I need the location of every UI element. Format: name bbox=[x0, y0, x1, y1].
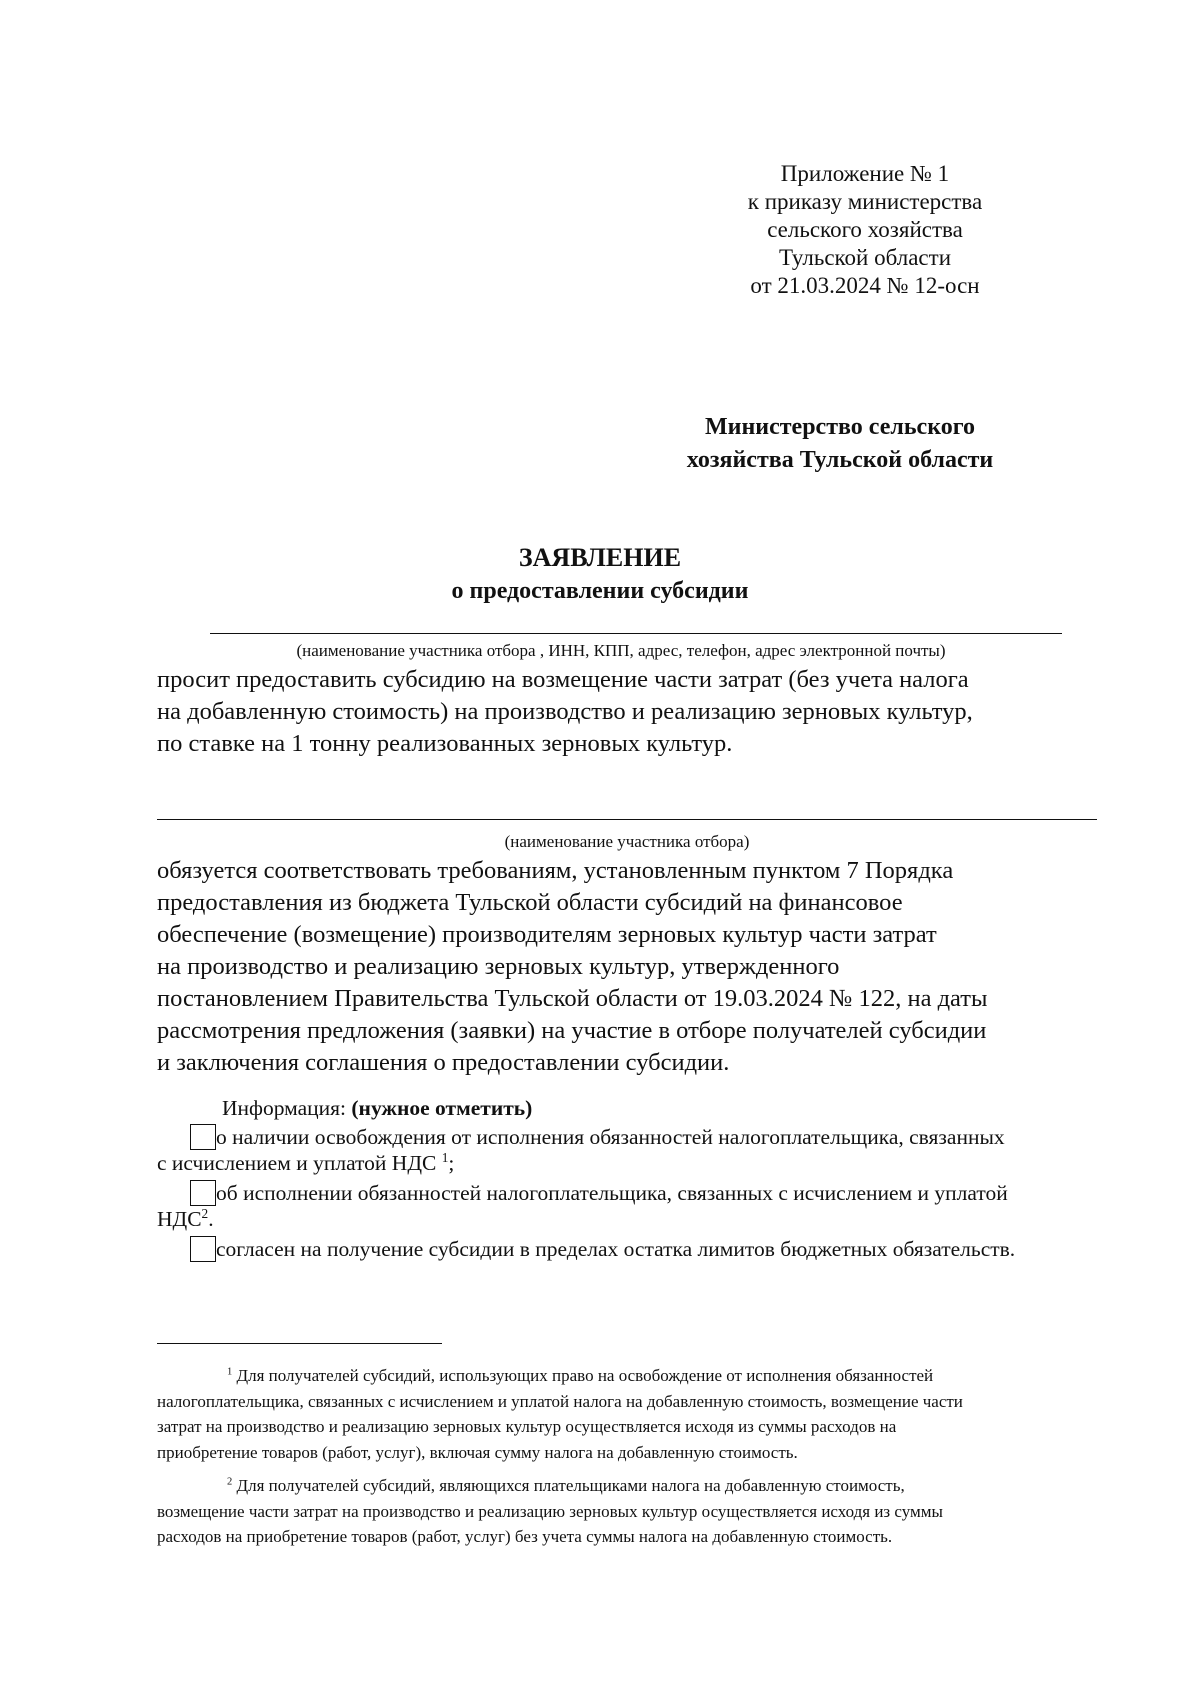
paragraph-line: просит предоставить субсидию на возмещение части затрат (без учета налога bbox=[157, 666, 969, 693]
request-paragraph bbox=[157, 664, 1085, 760]
footnote-line: расходов на приобретение товаров (работ, услуг) без учета суммы налога на добавленную стоимость. bbox=[157, 1527, 893, 1546]
annex-header bbox=[700, 160, 1030, 300]
paragraph-line: рассмотрения предложения (заявки) на участие в отборе получателей субсидии bbox=[157, 1017, 987, 1044]
annex-line: Тульской области bbox=[778, 245, 952, 270]
paragraph-line: на производство и реализацию зерновых культур, утвержденного bbox=[157, 953, 840, 980]
footnote-separator bbox=[157, 1343, 442, 1344]
option-continuation bbox=[157, 1150, 1092, 1176]
option-continuation bbox=[157, 1206, 1092, 1232]
paragraph-line: на добавленную стоимость) на производство и реализацию зерновых культур, bbox=[157, 698, 973, 725]
info-label: Информация: bbox=[222, 1096, 352, 1120]
option-vat-exemption bbox=[157, 1124, 1092, 1150]
applicant-details-fill-line[interactable] bbox=[210, 633, 1062, 634]
document-title: ЗАЯВЛЕНИЕ bbox=[518, 543, 682, 572]
footnote-line: налогоплательщика, связанных с исчислением и уплатой налога на добавленную стоимость, возмещение части bbox=[157, 1391, 963, 1411]
applicant-name-fill-line[interactable] bbox=[157, 819, 1097, 820]
info-heading bbox=[157, 1095, 1092, 1121]
paragraph-line: по ставке на 1 тонну реализованных зерновых культур. bbox=[157, 730, 733, 757]
footnote-1 bbox=[157, 1363, 1085, 1465]
option-text: с исчислением и уплатой НДС bbox=[157, 1151, 442, 1175]
option-text-tail: . bbox=[208, 1207, 214, 1231]
footnote-line: возмещение части затрат на производство и реализацию зерновых культур осуществляется исходя из суммы bbox=[157, 1501, 943, 1521]
paragraph-line: и заключения соглашения о предоставлении субсидии. bbox=[157, 1049, 730, 1076]
option-text: согласен на получение субсидии в пределах остатка лимитов бюджетных обязательств. bbox=[216, 1237, 1016, 1261]
footnote-2 bbox=[157, 1473, 1085, 1550]
footnote-line bbox=[157, 1363, 1085, 1389]
footnote-ref: 2 bbox=[201, 1205, 209, 1221]
recipient-line: Министерство сельского bbox=[704, 414, 976, 440]
footnote-line bbox=[157, 1473, 1085, 1499]
option-text-tail: ; bbox=[448, 1151, 455, 1175]
annex-line: от 21.03.2024 № 12-осн bbox=[750, 273, 980, 298]
applicant-details-caption: (наименование участника отбора , ИНН, КПП, адрес, телефон, адрес электронной почты) bbox=[296, 641, 946, 660]
footnote-line: затрат на производство и реализацию зерновых культур осуществляется исходя из суммы расходов на bbox=[157, 1417, 897, 1436]
option-text: НДС bbox=[157, 1207, 202, 1231]
paragraph-line: обязуется соответствовать требованиям, установленным пунктом 7 Порядка bbox=[157, 857, 954, 884]
info-section bbox=[157, 1095, 1092, 1262]
footnote-text: Для получателей субсидий, являющихся плательщиками налога на добавленную стоимость, bbox=[232, 1476, 905, 1495]
option-text: об исполнении обязанностей налогоплательщика, связанных с исчислением и уплатой bbox=[216, 1181, 1008, 1205]
checkbox-vat-obligations[interactable] bbox=[190, 1180, 216, 1206]
footnote-mark: 2 bbox=[227, 1476, 233, 1488]
annex-line: к приказу министерства bbox=[747, 189, 983, 214]
footnote-mark: 1 bbox=[227, 1366, 233, 1378]
paragraph-line: постановлением Правительства Тульской области от 19.03.2024 № 122, на даты bbox=[157, 985, 988, 1012]
paragraph-line: обеспечение (возмещение) производителям зерновых культур части затрат bbox=[157, 921, 937, 948]
option-text: о наличии освобождения от исполнения обязанностей налогоплательщика, связанных bbox=[216, 1125, 1005, 1149]
footnote-ref: 1 bbox=[441, 1149, 449, 1165]
checkbox-budget-limits[interactable] bbox=[190, 1236, 216, 1262]
option-budget-limits bbox=[157, 1236, 1092, 1262]
info-label-bold: (нужное отметить) bbox=[351, 1096, 533, 1120]
annex-line: Приложение № 1 bbox=[780, 161, 950, 186]
obligation-paragraph bbox=[157, 855, 1085, 1079]
option-vat-obligations bbox=[157, 1180, 1092, 1206]
recipient-line: хозяйства Тульской области bbox=[686, 447, 994, 473]
document-subtitle: о предоставлении субсидии bbox=[451, 578, 749, 604]
paragraph-line: предоставления из бюджета Тульской области субсидий на финансовое bbox=[157, 889, 903, 916]
footnote-text: Для получателей субсидий, использующих право на освобождение от исполнения обязанностей bbox=[232, 1366, 934, 1385]
checkbox-vat-exemption[interactable] bbox=[190, 1124, 216, 1150]
footnote-line: приобретение товаров (работ, услуг), включая сумму налога на добавленную стоимость. bbox=[157, 1442, 798, 1462]
recipient-block bbox=[640, 411, 1040, 477]
applicant-name-caption: (наименование участника отбора) bbox=[504, 832, 750, 851]
annex-line: сельского хозяйства bbox=[767, 217, 963, 242]
